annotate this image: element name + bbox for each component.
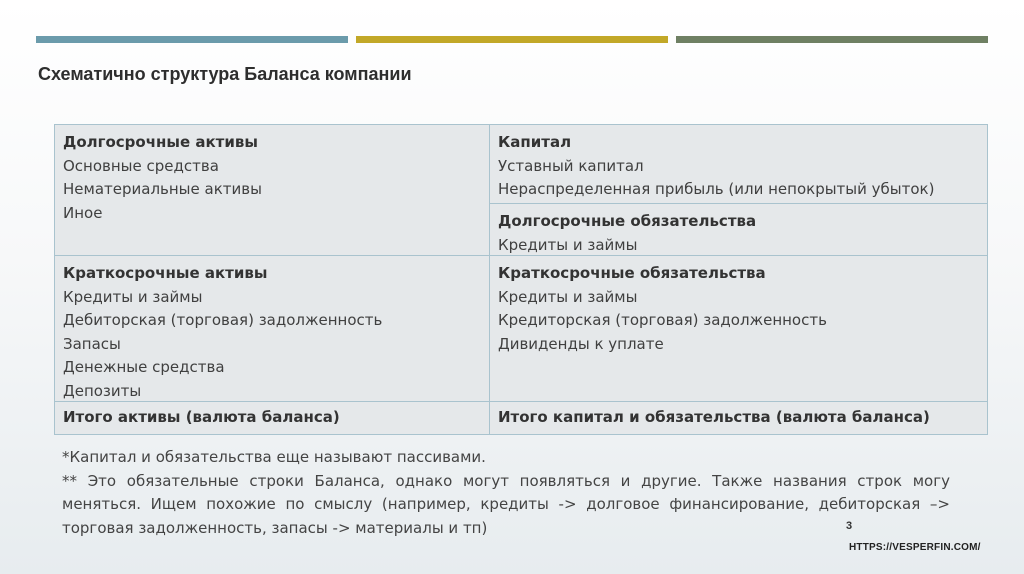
cell-line: Депозиты — [63, 381, 142, 400]
footnote-2: ** Это обязательные строки Баланса, однако могут появляться и другие. Также названия строк могу меняться. Ищем похожие по смыслу (например, кредиты -> долговое финансирование, дебиторская –> торговая задолженность, запасы -> материалы и тп) — [62, 471, 950, 537]
source-url: HTTPS://VESPERFIN.COM/ — [849, 542, 981, 553]
cell-line: Кредиты и займы — [498, 235, 638, 254]
cell-heading: Долгосрочные активы — [63, 133, 258, 151]
cell-line: Денежные средства — [63, 358, 225, 376]
cell-line: Уставный капитал — [498, 156, 644, 175]
cell-line: Кредиты и займы — [63, 287, 203, 306]
cell-line: Нематериальные активы — [63, 180, 262, 198]
cell-line: Иное — [63, 203, 103, 222]
total-liabilities-label: Итого капитал и обязательства (валюта баланса) — [498, 408, 930, 426]
cell-short-term-assets — [55, 256, 489, 401]
cell-long-term-liabilities — [490, 204, 988, 255]
footnote-1: *Капитал и обязательства еще называют пассивами. — [62, 448, 486, 466]
footnotes — [62, 446, 950, 540]
slide-title: Схематично структура Баланса компании — [38, 64, 412, 84]
cell-line: Кредиты и займы — [498, 287, 638, 306]
accent-bar-gold — [356, 36, 668, 43]
cell-long-term-assets — [55, 125, 489, 255]
cell-heading: Долгосрочные обязательства — [498, 212, 757, 230]
cell-capital — [490, 125, 988, 203]
cell-heading: Капитал — [498, 133, 572, 151]
accent-bar-green — [676, 36, 988, 43]
cell-total-assets — [55, 402, 489, 435]
cell-short-term-liabilities — [490, 256, 988, 401]
cell-line: Основные средства — [63, 156, 219, 175]
cell-total-liabilities — [490, 402, 988, 435]
cell-line: Дебиторская (торговая) задолженность — [63, 311, 383, 329]
cell-line: Нераспределенная прибыль (или непокрытый убыток) — [498, 180, 935, 198]
cell-line: Дивиденды к уплате — [498, 334, 664, 353]
cell-heading: Краткосрочные активы — [63, 264, 268, 282]
page-number: 3 — [846, 520, 853, 532]
accent-bar-blue — [36, 36, 348, 43]
cell-heading: Краткосрочные обязательства — [498, 264, 766, 282]
total-assets-label: Итого активы (валюта баланса) — [63, 408, 340, 426]
balance-sheet-table — [54, 124, 988, 435]
cell-line: Кредиторская (торговая) задолженность — [498, 311, 827, 329]
cell-line: Запасы — [63, 334, 121, 353]
